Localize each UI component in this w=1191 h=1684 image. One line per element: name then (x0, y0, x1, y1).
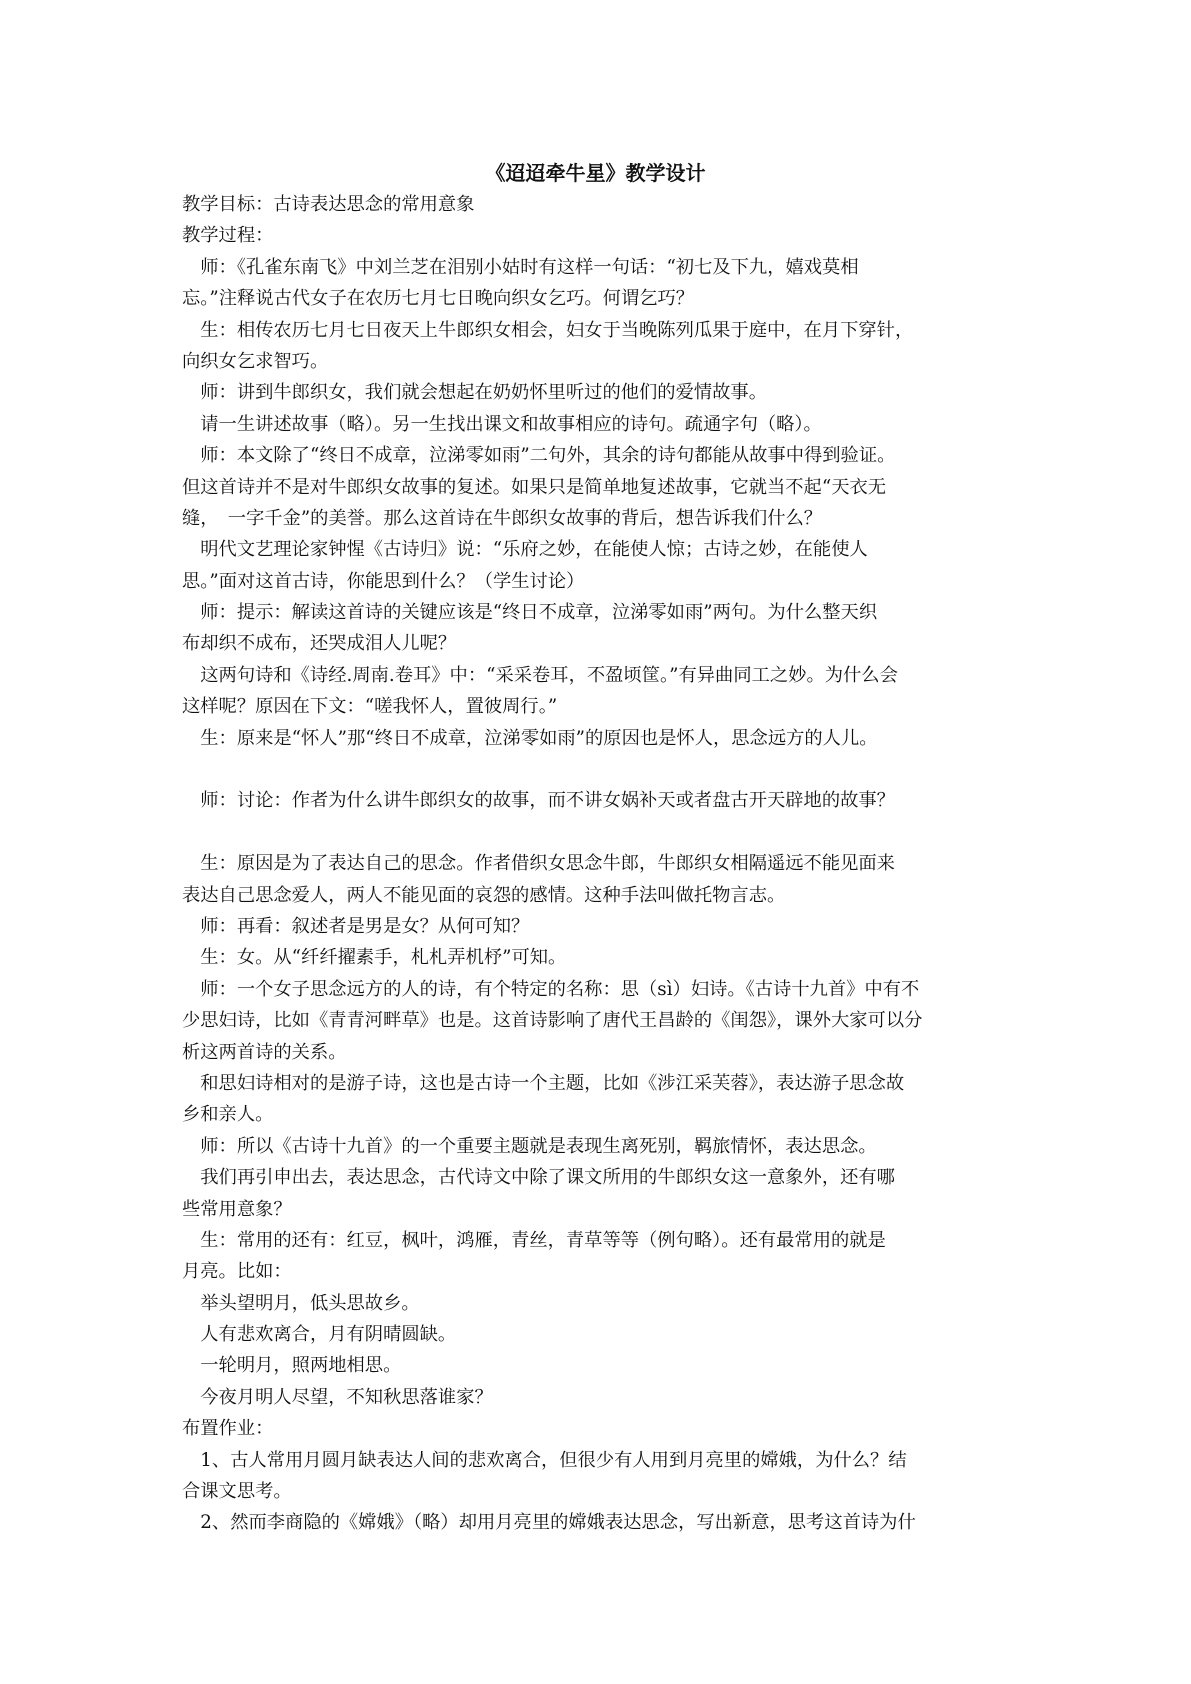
text-line: 师：提示：解读这首诗的关键应该是“终日不成章，泣涕零如雨”两句。为什么整天织 (182, 602, 878, 624)
text-line: 向织女乞求智巧。 (182, 350, 329, 372)
text-line: 1、古人常用月圆月缺表达人间的悲欢离合，但很少有人用到月亮里的嫦娥，为什么？结 (182, 1449, 907, 1471)
blank-line (182, 754, 1012, 785)
text-line: 明代文艺理论家钟惺《古诗归》说：“乐府之妙，在能使人惊；古诗之妙，在能使人 (182, 539, 868, 561)
text-line: 师：一个女子思念远方的人的诗，有个特定的名称：思（sì）妇诗。《古诗十九首》中有不 (182, 978, 920, 1000)
text-line: 些常用意象？ (182, 1198, 292, 1220)
text-line: 2、然而李商隐的《嫦娥》（略）却用月亮里的嫦娥表达思念，写出新意，思考这首诗为什 (182, 1512, 916, 1534)
text-line: 生：女。从“纤纤擢素手，札札弄机杼”可知。 (182, 947, 567, 969)
text-line: 这样呢？原因在下文：“嗟我怀人，置彼周行。” (182, 696, 558, 718)
text-line: 表达自己思念爱人，两人不能见面的哀怨的感情。这种手法叫做托物言志。 (182, 884, 786, 906)
text-line: 析这两首诗的关系。 (182, 1041, 347, 1063)
text-line: 师：《孔雀东南飞》中刘兰芝在泪别小姑时有这样一句话：“初七及下九，嬉戏莫相 (182, 256, 859, 278)
document-body (182, 189, 1012, 1539)
text-line: 师：再看：叙述者是男是女？从何可知？ (182, 915, 530, 937)
text-line: 教学过程： (182, 225, 274, 247)
text-line: 布却织不成布，还哭成泪人儿呢？ (182, 633, 457, 655)
text-line: 合课文思考。 (182, 1481, 292, 1503)
text-line: 请一生讲述故事（略）。另一生找出课文和故事相应的诗句。疏通字句（略）。 (182, 413, 822, 435)
blank-line (182, 817, 1012, 848)
text-line: 师：所以《古诗十九首》的一个重要主题就是表现生离死别，羁旅情怀，表达思念。 (182, 1135, 877, 1157)
text-line: 忘。”注释说古代女子在农历七月七日晚向织女乞巧。何谓乞巧？ (182, 288, 695, 310)
text-line: 但这首诗并不是对牛郎织女故事的复述。如果只是简单地复述故事，它就当不起“天衣无 (182, 476, 887, 498)
text-line: 生：常用的还有：红豆，枫叶，鸿雁，青丝，青草等等（例句略）。还有最常用的就是 (182, 1229, 886, 1251)
text-line: 这两句诗和《诗经.周南.卷耳》中：“采采卷耳，不盈顷筐。”有异曲同工之妙。为什么会 (182, 664, 898, 686)
text-line: 思。”面对这首古诗，你能思到什么？（学生讨论） (182, 570, 585, 592)
text-line: 师：讨论：作者为什么讲牛郎织女的故事，而不讲女娲补天或者盘古开天辟地的故事？ (182, 790, 895, 812)
text-line: 师：讲到牛郎织女，我们就会想起在奶奶怀里听过的他们的爱情故事。 (182, 382, 767, 404)
text-line: 乡和亲人。 (182, 1104, 274, 1126)
text-line: 缝， 一字千金”的美誉。那么这首诗在牛郎织女故事的背后，想告诉我们什么？ (182, 507, 823, 529)
text-line: 生：原来是“怀人”那“终日不成章，泣涕零如雨”的原因也是怀人，思念远方的人儿。 (182, 727, 878, 749)
text-line: 生：原因是为了表达自己的思念。作者借织女思念牛郎，牛郎织女相隔遥远不能见面来 (182, 853, 895, 875)
text-line: 人有悲欢离合，月有阴晴圆缺。 (182, 1324, 457, 1346)
text-line: 月亮。比如： (182, 1261, 292, 1283)
text-line: 一轮明月，照两地相思。 (182, 1355, 402, 1377)
text-line: 和思妇诗相对的是游子诗，这也是古诗一个主题，比如《涉江采芙蓉》，表达游子思念故 (182, 1072, 905, 1094)
text-line: 少思妇诗，比如《青青河畔草》也是。这首诗影响了唐代王昌龄的《闺怨》，课外大家可以分 (182, 1010, 923, 1032)
text-line: 布置作业： (182, 1418, 274, 1440)
text-line: 师：本文除了“终日不成章，泣涕零如雨”二句外，其余的诗句都能从故事中得到验证。 (182, 445, 896, 467)
text-line: 我们再引申出去，表达思念，古代诗文中除了课文所用的牛郎织女这一意象外，还有哪 (182, 1167, 895, 1189)
text-line: 举头望明月，低头思故乡。 (182, 1292, 420, 1314)
text-line: 生：相传农历七月七日夜天上牛郎织女相会，妇女于当晚陈列瓜果于庭中，在月下穿针， (182, 319, 914, 341)
document-title: 《迢迢牵牛星》教学设计 (485, 161, 706, 185)
text-line: 教学目标：古诗表达思念的常用意象 (182, 194, 475, 215)
text-line: 今夜月明人尽望，不知秋思落谁家？ (182, 1386, 493, 1408)
